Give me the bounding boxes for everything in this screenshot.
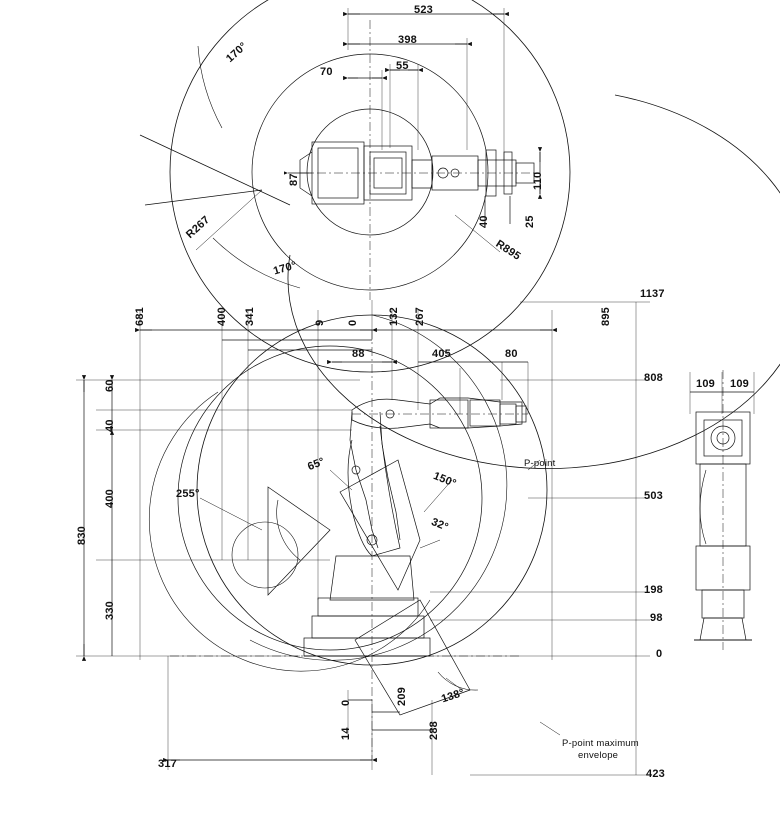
dim-side-808: 808 [644, 372, 663, 384]
note-p-point-envelope-line1: P-point maximum [562, 738, 639, 749]
angle-top-170-upper: 170° [224, 40, 250, 65]
dim-top-398: 398 [398, 34, 417, 46]
dim-top-523: 523 [414, 4, 433, 16]
dim-side-0: 0 [347, 319, 359, 326]
dim-side-1137: 1137 [640, 288, 665, 300]
dim-side-14: 14 [340, 727, 352, 740]
dim-front-109-left: 109 [696, 378, 715, 390]
dim-side-503: 503 [644, 490, 663, 502]
dim-side-400: 400 [104, 489, 116, 508]
dim-top-87: 87 [288, 173, 300, 186]
dim-side-98: 98 [650, 612, 663, 624]
dim-side-198: 198 [644, 584, 663, 596]
dim-top-25: 25 [524, 215, 536, 228]
dim-side-341: 341 [244, 307, 256, 326]
angle-65: 65° [306, 455, 327, 474]
note-p-point: P-point [524, 458, 556, 469]
dim-side-60: 60 [104, 379, 116, 392]
dim-side-0-bottom: 0 [340, 699, 352, 706]
angle-138: 138° [440, 686, 467, 706]
dim-side-405: 405 [432, 348, 451, 360]
dim-top-55: 55 [396, 60, 409, 72]
dim-side-9: 9 [314, 319, 326, 326]
dim-top-40: 40 [478, 215, 490, 228]
angle-255: 255° [176, 488, 200, 500]
dim-side-132: 132 [388, 307, 400, 326]
dim-front-109-right: 109 [730, 378, 749, 390]
dim-side-40: 40 [104, 419, 116, 432]
note-p-point-envelope-line2: envelope [578, 750, 619, 761]
dim-side-80: 80 [505, 348, 518, 360]
dim-side-330: 330 [104, 601, 116, 620]
dim-side-267: 267 [414, 307, 426, 326]
angle-top-170-lower: 170° [272, 259, 298, 278]
dim-side-209: 209 [396, 687, 408, 706]
dim-side-317: 317 [158, 758, 177, 770]
dim-side-830: 830 [76, 526, 88, 545]
angle-150: 150° [431, 470, 458, 490]
dim-top-110: 110 [532, 171, 544, 190]
dim-side-400: 400 [216, 307, 228, 326]
dim-side-895: 895 [600, 307, 612, 326]
radius-r895: R895 [493, 238, 523, 263]
dim-side-681: 681 [134, 307, 146, 326]
dim-top-70: 70 [320, 66, 333, 78]
dim-side-0: 0 [656, 648, 663, 660]
radius-r267: R267 [184, 213, 213, 241]
dim-side-423: 423 [646, 768, 665, 780]
dim-side-288: 288 [428, 721, 440, 740]
angle-32: 32° [429, 516, 450, 534]
dim-side-88: 88 [352, 348, 365, 360]
